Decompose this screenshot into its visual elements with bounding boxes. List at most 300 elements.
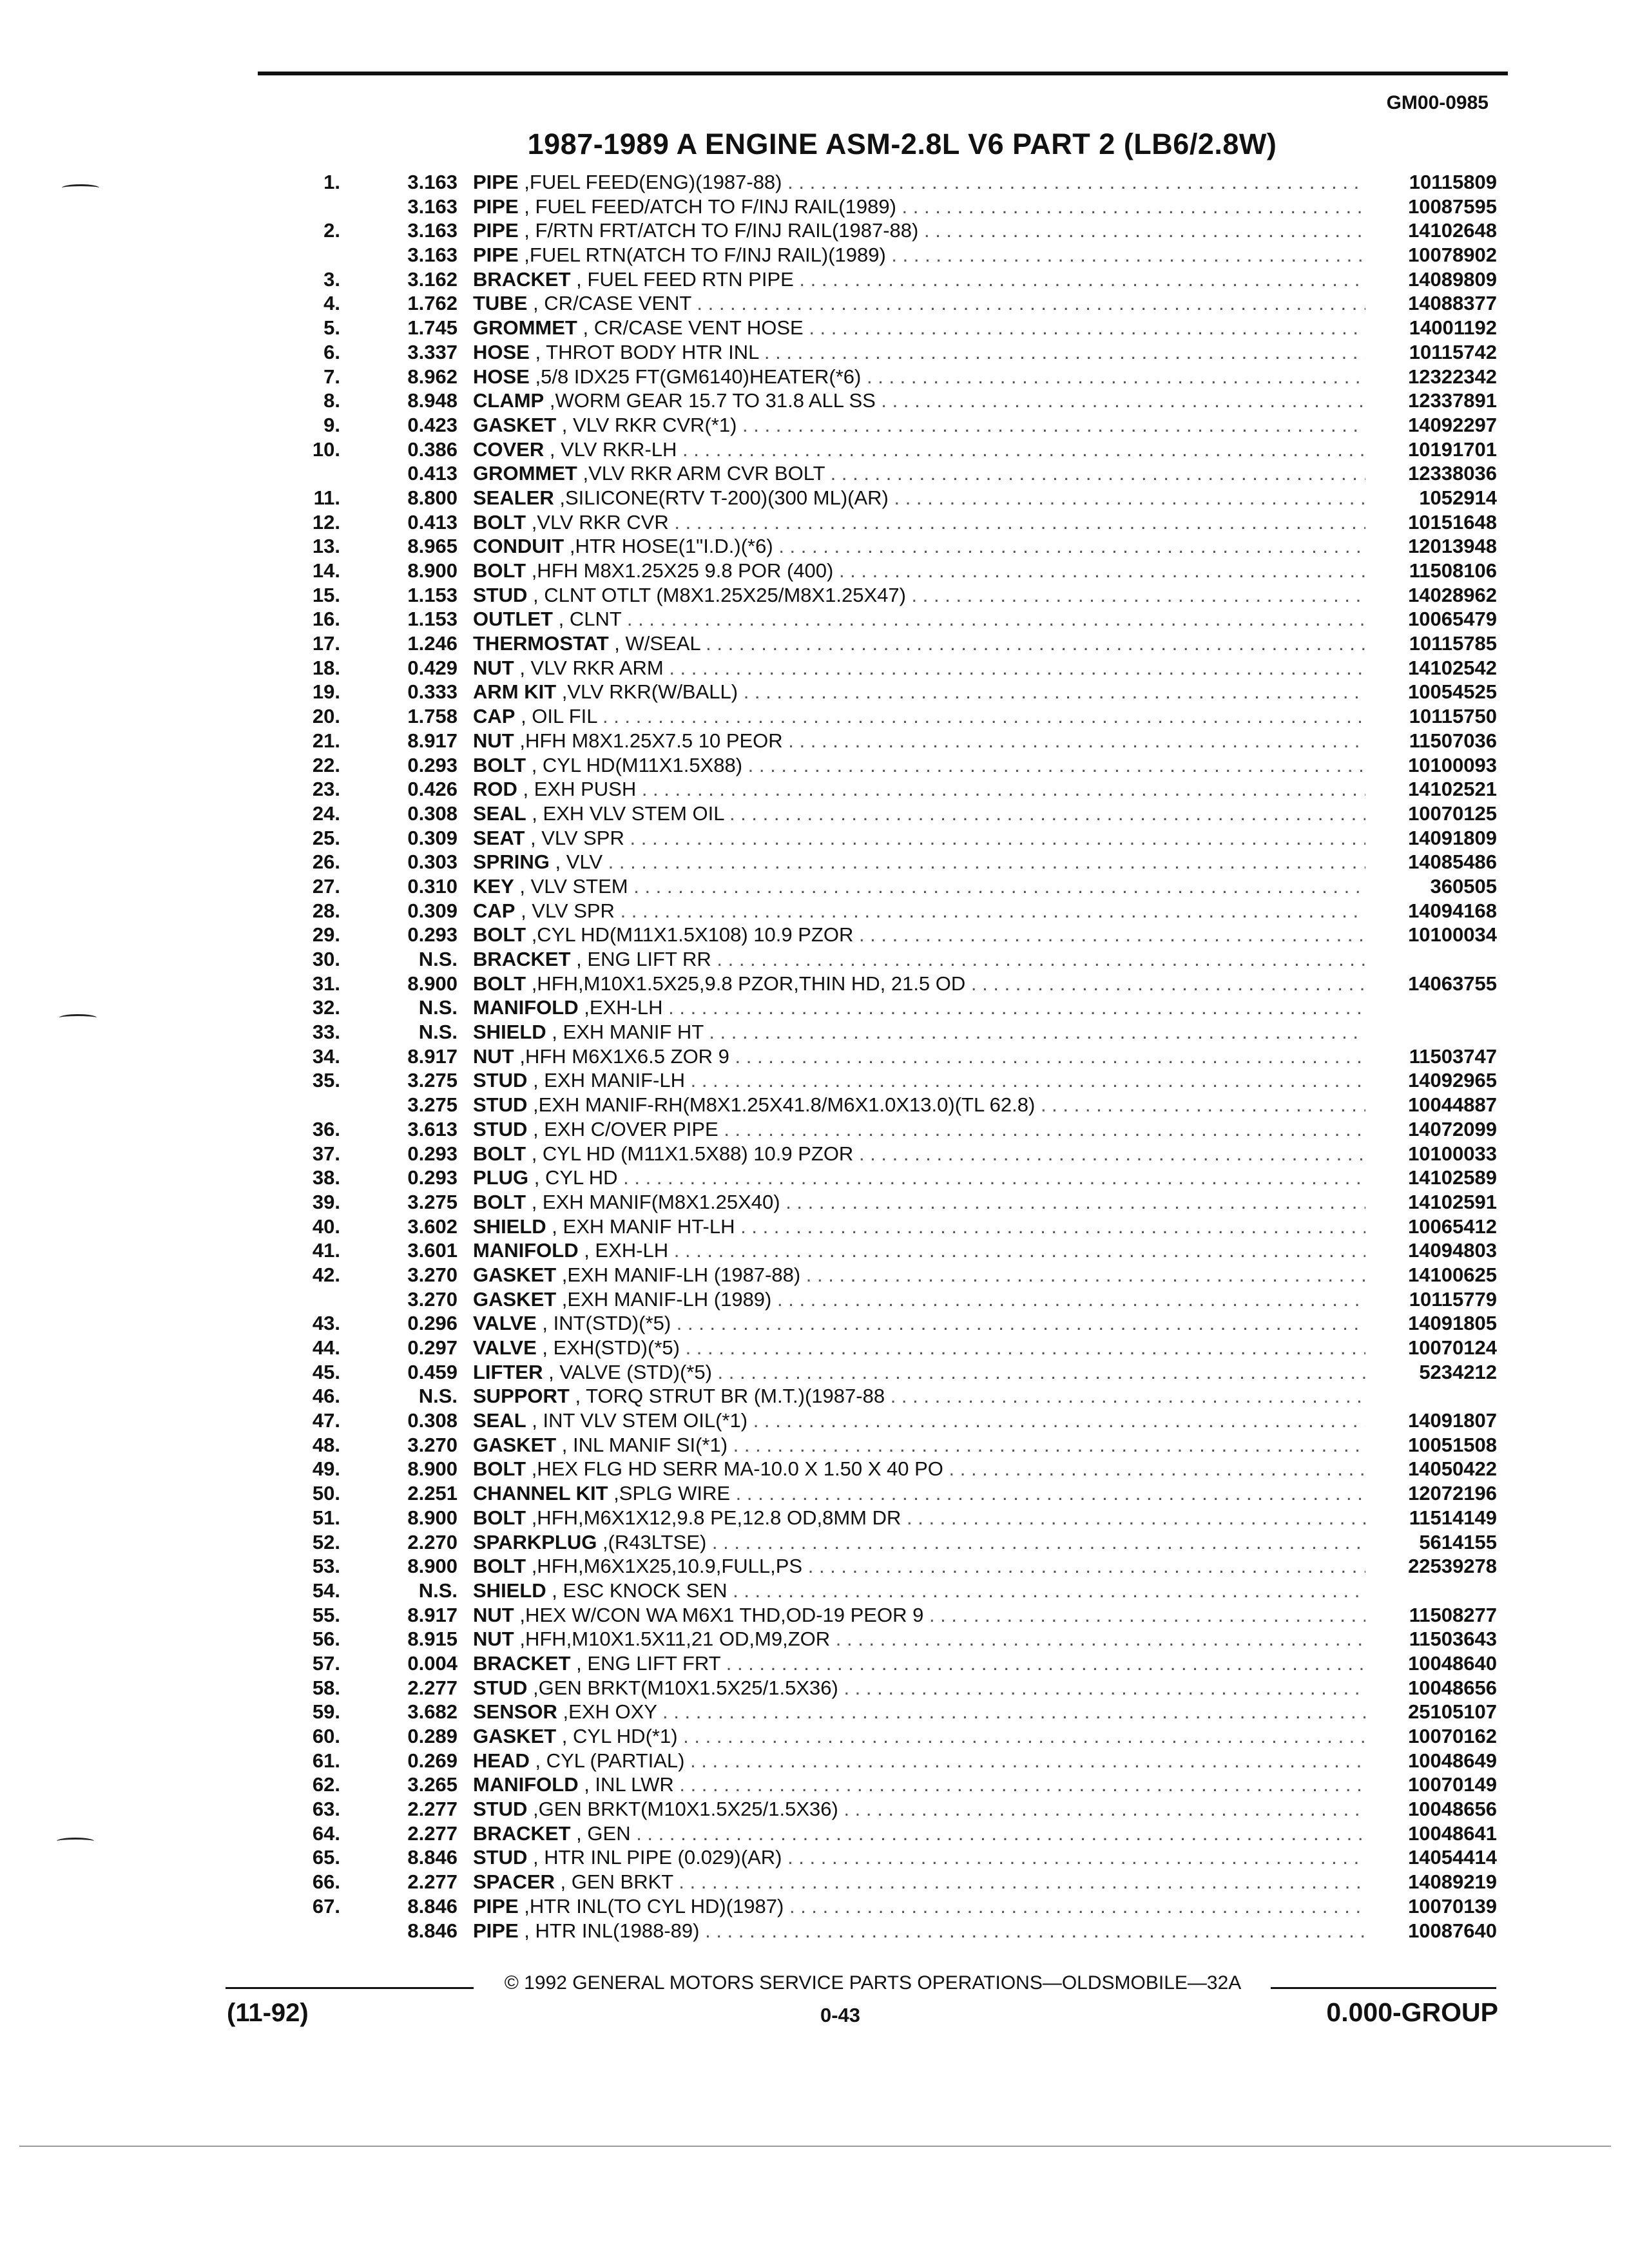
part-name: VALVE bbox=[473, 1312, 537, 1335]
part-name: STUD bbox=[473, 583, 528, 606]
part-name: BOLT bbox=[473, 1506, 526, 1529]
table-row bbox=[0, 1166, 1629, 1190]
group-number: 0.426 bbox=[407, 778, 458, 801]
group-number: 8.965 bbox=[407, 535, 458, 558]
item-number: 44. bbox=[312, 1336, 340, 1359]
part-number: 10100093 bbox=[1408, 753, 1497, 776]
part-number: 14054414 bbox=[1408, 1846, 1497, 1869]
item-number: 23. bbox=[312, 778, 340, 801]
group-number: 3.163 bbox=[407, 219, 458, 242]
table-row bbox=[0, 1020, 1629, 1044]
part-description bbox=[473, 1506, 1365, 1530]
part-name: NUT bbox=[473, 656, 514, 679]
part-detail: , CYL HD(M11X1.5X88) bbox=[526, 753, 743, 776]
table-row bbox=[0, 1700, 1629, 1724]
item-number: 35. bbox=[312, 1069, 340, 1092]
part-number: 10048640 bbox=[1408, 1651, 1497, 1675]
table-row bbox=[0, 656, 1629, 680]
item-number: 11. bbox=[313, 486, 340, 509]
item-number: 56. bbox=[312, 1628, 340, 1651]
part-detail: , F/RTN FRT/ATCH TO F/INJ RAIL(1987-88) bbox=[518, 219, 919, 242]
part-detail: , THROT BODY HTR INL bbox=[529, 340, 759, 363]
part-detail: , VLV RKR ARM bbox=[514, 656, 664, 679]
table-row bbox=[0, 437, 1629, 462]
part-detail: , W/SEAL bbox=[608, 632, 700, 655]
item-number: 43. bbox=[312, 1312, 340, 1335]
item-number: 67. bbox=[312, 1894, 340, 1917]
part-detail: ,FUEL RTN(ATCH TO F/INJ RAIL)(1989) bbox=[518, 244, 886, 267]
part-number: 10051508 bbox=[1408, 1433, 1497, 1456]
part-description bbox=[473, 1651, 1365, 1676]
part-description bbox=[473, 218, 1365, 243]
part-name: GASKET bbox=[473, 413, 557, 436]
part-number: 14092965 bbox=[1408, 1069, 1497, 1092]
part-name: PIPE bbox=[473, 1894, 519, 1917]
part-detail: , VLV SPR bbox=[515, 899, 615, 922]
table-row bbox=[0, 729, 1629, 753]
part-name: BOLT bbox=[473, 1142, 526, 1165]
group-number: 0.333 bbox=[407, 680, 458, 704]
table-row bbox=[0, 1384, 1629, 1408]
group-number: N.S. bbox=[418, 1385, 458, 1408]
part-name: CHANNEL KIT bbox=[473, 1482, 608, 1505]
part-detail: ,VLV RKR CVR bbox=[526, 510, 669, 533]
part-description bbox=[473, 534, 1365, 559]
part-name: NUT bbox=[473, 729, 514, 752]
part-name: BRACKET bbox=[473, 1821, 571, 1845]
group-number: 0.423 bbox=[407, 413, 458, 436]
part-number: 25105107 bbox=[1408, 1700, 1497, 1724]
group-number: 0.293 bbox=[407, 1166, 458, 1189]
part-number: 14085486 bbox=[1408, 850, 1497, 874]
part-detail: , EXH-LH bbox=[578, 1239, 669, 1262]
part-description bbox=[473, 1845, 1365, 1870]
part-name: SENSOR bbox=[473, 1700, 557, 1724]
group-number: 3.163 bbox=[407, 195, 458, 218]
table-row bbox=[0, 1749, 1629, 1773]
table-row bbox=[0, 1457, 1629, 1481]
scan-edge-line bbox=[19, 2146, 1611, 2147]
part-number: 10048656 bbox=[1408, 1798, 1497, 1821]
part-number: 10151648 bbox=[1408, 510, 1497, 533]
part-name: SHIELD bbox=[473, 1021, 546, 1044]
part-description bbox=[473, 486, 1365, 510]
part-detail: , GEN BRKT bbox=[554, 1870, 673, 1894]
part-number: 10070149 bbox=[1408, 1773, 1497, 1796]
part-name: SHIELD bbox=[473, 1579, 546, 1602]
part-number: 10054525 bbox=[1408, 680, 1497, 704]
group-number: 3.601 bbox=[407, 1239, 458, 1262]
group-number: 8.800 bbox=[407, 486, 458, 509]
part-name: PIPE bbox=[473, 244, 519, 267]
part-description bbox=[473, 777, 1365, 802]
part-name: KEY bbox=[473, 874, 514, 898]
table-row bbox=[0, 1117, 1629, 1142]
part-name: BOLT bbox=[473, 972, 526, 995]
group-number: 8.846 bbox=[407, 1846, 458, 1869]
part-number: 12337891 bbox=[1408, 389, 1497, 412]
part-number: 10048649 bbox=[1408, 1749, 1497, 1772]
part-detail: , INT VLV STEM OIL(*1) bbox=[526, 1409, 748, 1432]
group-number: 0.413 bbox=[407, 462, 458, 485]
part-number: 14094168 bbox=[1408, 899, 1497, 922]
part-name: STUD bbox=[473, 1676, 528, 1699]
part-detail: , EXH MANIF-LH bbox=[527, 1069, 685, 1092]
part-name: BRACKET bbox=[473, 948, 571, 970]
part-detail: ,HEX FLG HD SERR MA-10.0 X 1.50 X 40 PO bbox=[526, 1457, 943, 1481]
part-number: 12338036 bbox=[1408, 462, 1497, 485]
part-name: THERMOSTAT bbox=[473, 632, 609, 655]
item-number: 22. bbox=[312, 753, 340, 776]
part-number: 10070124 bbox=[1408, 1336, 1497, 1359]
group-number: 1.762 bbox=[407, 292, 458, 315]
table-row bbox=[0, 1894, 1629, 1919]
part-detail: , EXH MANIF HT-LH bbox=[546, 1215, 735, 1238]
part-detail: , EXH MANIF HT bbox=[546, 1021, 704, 1044]
part-number: 10087595 bbox=[1408, 195, 1497, 218]
table-row bbox=[0, 267, 1629, 292]
part-name: GASKET bbox=[473, 1725, 557, 1747]
group-number: 1.745 bbox=[407, 316, 458, 340]
part-description bbox=[473, 899, 1365, 923]
part-description bbox=[473, 510, 1365, 535]
part-name: ARM KIT bbox=[473, 680, 557, 704]
table-row bbox=[0, 510, 1629, 535]
table-row bbox=[0, 1044, 1629, 1069]
table-row bbox=[0, 753, 1629, 778]
item-number: 15. bbox=[312, 583, 340, 606]
part-number: 10115809 bbox=[1409, 171, 1497, 193]
group-number: 3.162 bbox=[407, 267, 458, 291]
top-rule bbox=[258, 72, 1508, 75]
part-description bbox=[473, 874, 1365, 899]
part-number: 11514149 bbox=[1409, 1506, 1497, 1529]
part-detail: , ENG LIFT FRT bbox=[570, 1651, 721, 1675]
group-number: 3.275 bbox=[407, 1069, 458, 1092]
item-number: 32. bbox=[312, 996, 340, 1019]
part-description bbox=[473, 802, 1365, 826]
item-number: 4. bbox=[323, 292, 340, 315]
item-number: 8. bbox=[323, 389, 340, 412]
part-detail: ,SILICONE(RTV T-200)(300 ML)(AR) bbox=[554, 486, 889, 509]
group-number: 8.900 bbox=[407, 972, 458, 995]
item-number: 7. bbox=[323, 365, 340, 388]
part-name: SEAL bbox=[473, 802, 526, 825]
table-row bbox=[0, 534, 1629, 559]
part-detail: ,HFH,M6X1X12,9.8 PE,12.8 OD,8MM DR bbox=[526, 1506, 901, 1529]
part-description bbox=[473, 1481, 1365, 1506]
part-detail: ,EXH MANIF-LH (1987-88) bbox=[556, 1263, 801, 1286]
part-description bbox=[473, 1238, 1365, 1263]
group-number: 8.900 bbox=[407, 1506, 458, 1529]
item-number: 65. bbox=[312, 1846, 340, 1869]
part-name: MANIFOLD bbox=[473, 1773, 579, 1796]
part-description bbox=[473, 1676, 1365, 1700]
part-name: PIPE bbox=[473, 171, 519, 193]
page-title: 1987-1989 A ENGINE ASM-2.8L V6 PART 2 (LB6/2.8W) bbox=[527, 128, 1277, 160]
part-name: HOSE bbox=[473, 365, 530, 388]
item-number: 49. bbox=[312, 1457, 340, 1481]
part-name: NUT bbox=[473, 1044, 514, 1068]
part-name: PLUG bbox=[473, 1166, 529, 1189]
group-number: 2.251 bbox=[407, 1482, 458, 1505]
part-description bbox=[473, 1311, 1365, 1336]
part-detail: ,CYL HD(M11X1.5X108) 10.9 PZOR bbox=[526, 923, 854, 947]
part-detail: , VALVE (STD)(*5) bbox=[543, 1360, 712, 1383]
footer-rule-left bbox=[226, 1987, 474, 1989]
part-detail: , INL LWR bbox=[578, 1773, 674, 1796]
item-number: 34. bbox=[312, 1044, 340, 1068]
item-number: 60. bbox=[312, 1725, 340, 1747]
part-number: 10078902 bbox=[1408, 244, 1497, 267]
item-number: 38. bbox=[312, 1166, 340, 1189]
part-description bbox=[473, 729, 1365, 753]
part-number: 22539278 bbox=[1408, 1555, 1497, 1578]
part-name: SEAT bbox=[473, 826, 525, 849]
part-detail: ,HFH M6X1X6.5 ZOR 9 bbox=[514, 1044, 729, 1068]
table-row bbox=[0, 195, 1629, 219]
table-row bbox=[0, 461, 1629, 486]
part-name: STUD bbox=[473, 1069, 528, 1092]
item-number: 62. bbox=[312, 1773, 340, 1796]
part-name: HEAD bbox=[473, 1749, 530, 1772]
table-row bbox=[0, 1724, 1629, 1749]
group-number: 3.682 bbox=[407, 1700, 458, 1724]
group-number: 2.277 bbox=[407, 1798, 458, 1821]
part-description bbox=[473, 1603, 1365, 1628]
group-number: 1.246 bbox=[407, 632, 458, 655]
part-detail: , OIL FIL bbox=[515, 705, 597, 728]
part-number: 10100034 bbox=[1408, 923, 1497, 947]
item-number: 40. bbox=[312, 1215, 340, 1238]
part-number: 14063755 bbox=[1408, 972, 1497, 995]
part-number: 14091809 bbox=[1408, 826, 1497, 849]
part-detail: ,HFH M8X1.25X25 9.8 POR (400) bbox=[526, 559, 834, 582]
group-number: 8.915 bbox=[407, 1628, 458, 1651]
part-number: 10070125 bbox=[1408, 802, 1497, 825]
part-detail: , INL MANIF SI(*1) bbox=[556, 1433, 728, 1456]
table-row bbox=[0, 583, 1629, 608]
part-name: NUT bbox=[473, 1628, 514, 1651]
item-number: 52. bbox=[312, 1530, 340, 1553]
part-number: 10048641 bbox=[1408, 1821, 1497, 1845]
item-number: 33. bbox=[312, 1021, 340, 1044]
table-row bbox=[0, 1773, 1629, 1797]
part-name: SPRING bbox=[473, 850, 550, 874]
revision-date: (11-92) bbox=[227, 1999, 309, 2027]
item-number: 39. bbox=[312, 1190, 340, 1213]
item-number: 21. bbox=[312, 729, 340, 752]
part-number: 14089809 bbox=[1408, 267, 1497, 291]
item-number: 13. bbox=[312, 535, 340, 558]
table-row bbox=[0, 1506, 1629, 1530]
group-number: 8.917 bbox=[407, 729, 458, 752]
part-description bbox=[473, 1554, 1365, 1579]
part-detail: ,GEN BRKT(M10X1.5X25/1.5X36) bbox=[527, 1798, 838, 1821]
group-number: 0.293 bbox=[407, 923, 458, 947]
part-detail: ,HFH,M6X1X25,10.9,FULL,PS bbox=[526, 1555, 803, 1578]
part-description bbox=[473, 1142, 1365, 1166]
table-row bbox=[0, 1433, 1629, 1457]
item-number: 24. bbox=[312, 802, 340, 825]
part-name: HOSE bbox=[473, 340, 530, 363]
table-row bbox=[0, 1093, 1629, 1117]
part-detail: , VLV RKR CVR(*1) bbox=[556, 413, 737, 436]
group-number: N.S. bbox=[418, 1021, 458, 1044]
item-number: 2. bbox=[323, 219, 340, 242]
group-number: 0.308 bbox=[407, 1409, 458, 1432]
table-row bbox=[0, 1142, 1629, 1166]
part-number: 10087640 bbox=[1408, 1919, 1497, 1942]
group-number: 0.293 bbox=[407, 753, 458, 776]
part-description bbox=[473, 195, 1365, 219]
group-number: 2.277 bbox=[407, 1821, 458, 1845]
item-number: 30. bbox=[312, 948, 340, 970]
item-number: 36. bbox=[312, 1117, 340, 1140]
group-number: 0.429 bbox=[407, 656, 458, 679]
part-detail: , CYL (PARTIAL) bbox=[529, 1749, 685, 1772]
part-number: 14001192 bbox=[1409, 316, 1497, 340]
part-number: 14102521 bbox=[1408, 778, 1497, 801]
part-name: SUPPORT bbox=[473, 1385, 570, 1408]
part-description bbox=[473, 559, 1365, 583]
part-name: SPARKPLUG bbox=[473, 1530, 597, 1553]
part-name: NUT bbox=[473, 1603, 514, 1626]
part-name: PIPE bbox=[473, 1919, 519, 1942]
group-number: 1.153 bbox=[407, 583, 458, 606]
part-description bbox=[473, 1627, 1365, 1651]
part-name: BRACKET bbox=[473, 1651, 571, 1675]
item-number: 47. bbox=[312, 1409, 340, 1432]
part-detail: , CR/CASE VENT bbox=[527, 292, 691, 315]
part-description bbox=[473, 1020, 1365, 1044]
item-number: 3. bbox=[323, 267, 340, 291]
item-number: 66. bbox=[312, 1870, 340, 1894]
part-description bbox=[473, 437, 1365, 462]
part-description bbox=[473, 1068, 1365, 1093]
part-name: CLAMP bbox=[473, 389, 545, 412]
part-detail: ,EXH MANIF-LH (1989) bbox=[556, 1287, 772, 1311]
part-number: 10044887 bbox=[1408, 1093, 1497, 1117]
table-row bbox=[0, 802, 1629, 826]
group-number: 0.289 bbox=[407, 1725, 458, 1747]
group-number: 0.309 bbox=[407, 899, 458, 922]
part-detail: , HTR INL PIPE (0.029)(AR) bbox=[527, 1846, 782, 1869]
parts-list bbox=[0, 170, 1629, 1943]
group-number: 0.004 bbox=[407, 1651, 458, 1675]
part-description bbox=[473, 1044, 1365, 1069]
part-detail: , CR/CASE VENT HOSE bbox=[577, 316, 804, 340]
part-detail: , INT(STD)(*5) bbox=[536, 1312, 671, 1335]
group-number: N.S. bbox=[418, 948, 458, 970]
item-number: 61. bbox=[312, 1749, 340, 1772]
item-number: 53. bbox=[312, 1555, 340, 1578]
group-number: 0.269 bbox=[407, 1749, 458, 1772]
part-number: 360505 bbox=[1430, 874, 1497, 898]
group-number: 8.846 bbox=[407, 1919, 458, 1942]
group-number: 3.602 bbox=[407, 1215, 458, 1238]
group-number: 3.275 bbox=[407, 1093, 458, 1117]
part-name: BOLT bbox=[473, 559, 526, 582]
table-row bbox=[0, 1068, 1629, 1093]
part-detail: , CYL HD bbox=[528, 1166, 618, 1189]
group-number: 0.413 bbox=[407, 510, 458, 533]
part-description bbox=[473, 850, 1365, 874]
part-detail: , CLNT OTLT (M8X1.25X25/M8X1.25X47) bbox=[527, 583, 906, 606]
part-name: TUBE bbox=[473, 292, 528, 315]
group-number: 0.309 bbox=[407, 826, 458, 849]
part-name: VALVE bbox=[473, 1336, 537, 1359]
part-description bbox=[473, 1093, 1365, 1117]
part-number: 11503747 bbox=[1409, 1044, 1497, 1068]
part-number: 10048656 bbox=[1408, 1676, 1497, 1699]
group-number: 8.962 bbox=[407, 365, 458, 388]
item-number: 6. bbox=[323, 340, 340, 363]
part-description bbox=[473, 972, 1365, 996]
part-description bbox=[473, 413, 1365, 437]
part-number: 14102648 bbox=[1408, 219, 1497, 242]
part-detail: , CYL HD (M11X1.5X88) 10.9 PZOR bbox=[526, 1142, 854, 1165]
item-number: 12. bbox=[312, 510, 340, 533]
table-row bbox=[0, 1238, 1629, 1263]
table-row bbox=[0, 1651, 1629, 1676]
part-name: MANIFOLD bbox=[473, 996, 579, 1019]
part-detail: ,EXH MANIF-RH(M8X1.25X41.8/M6X1.0X13.0)(TL 62.8) bbox=[527, 1093, 1036, 1117]
item-number: 18. bbox=[312, 656, 340, 679]
table-row bbox=[0, 243, 1629, 267]
item-number: 57. bbox=[312, 1651, 340, 1675]
item-number: 51. bbox=[312, 1506, 340, 1529]
part-name: BOLT bbox=[473, 1555, 526, 1578]
group-number: 0.303 bbox=[407, 850, 458, 874]
part-detail: ,VLV RKR ARM CVR BOLT bbox=[577, 462, 825, 485]
part-detail: ,SPLG WIRE bbox=[608, 1482, 731, 1505]
table-row bbox=[0, 413, 1629, 437]
part-name: STUD bbox=[473, 1117, 528, 1140]
part-name: SEAL bbox=[473, 1409, 526, 1432]
part-name: SEALER bbox=[473, 486, 554, 509]
table-row bbox=[0, 1919, 1629, 1943]
part-name: BOLT bbox=[473, 510, 526, 533]
item-number: 27. bbox=[312, 874, 340, 898]
group-number: 8.917 bbox=[407, 1603, 458, 1626]
part-description bbox=[473, 1408, 1365, 1433]
table-row bbox=[0, 1870, 1629, 1894]
part-number: 14102591 bbox=[1408, 1190, 1497, 1213]
part-description bbox=[473, 1700, 1365, 1724]
group-number: 3.275 bbox=[407, 1190, 458, 1213]
part-number: 12013948 bbox=[1408, 535, 1497, 558]
group-number: 2.277 bbox=[407, 1870, 458, 1894]
part-name: STUD bbox=[473, 1798, 528, 1821]
group-number: 3.163 bbox=[407, 171, 458, 193]
table-row bbox=[0, 389, 1629, 413]
part-number: 14091807 bbox=[1408, 1409, 1497, 1432]
part-description bbox=[473, 923, 1365, 947]
part-number: 10100033 bbox=[1408, 1142, 1497, 1165]
part-number: 12072196 bbox=[1408, 1482, 1497, 1505]
item-number: 17. bbox=[312, 632, 340, 655]
part-description bbox=[473, 656, 1365, 680]
part-description bbox=[473, 1821, 1365, 1846]
table-row bbox=[0, 1821, 1629, 1846]
item-number: 46. bbox=[312, 1385, 340, 1408]
part-name: ROD bbox=[473, 778, 517, 801]
table-row bbox=[0, 1797, 1629, 1821]
part-description bbox=[473, 1433, 1365, 1457]
part-description bbox=[473, 340, 1365, 365]
part-description bbox=[473, 1215, 1365, 1239]
